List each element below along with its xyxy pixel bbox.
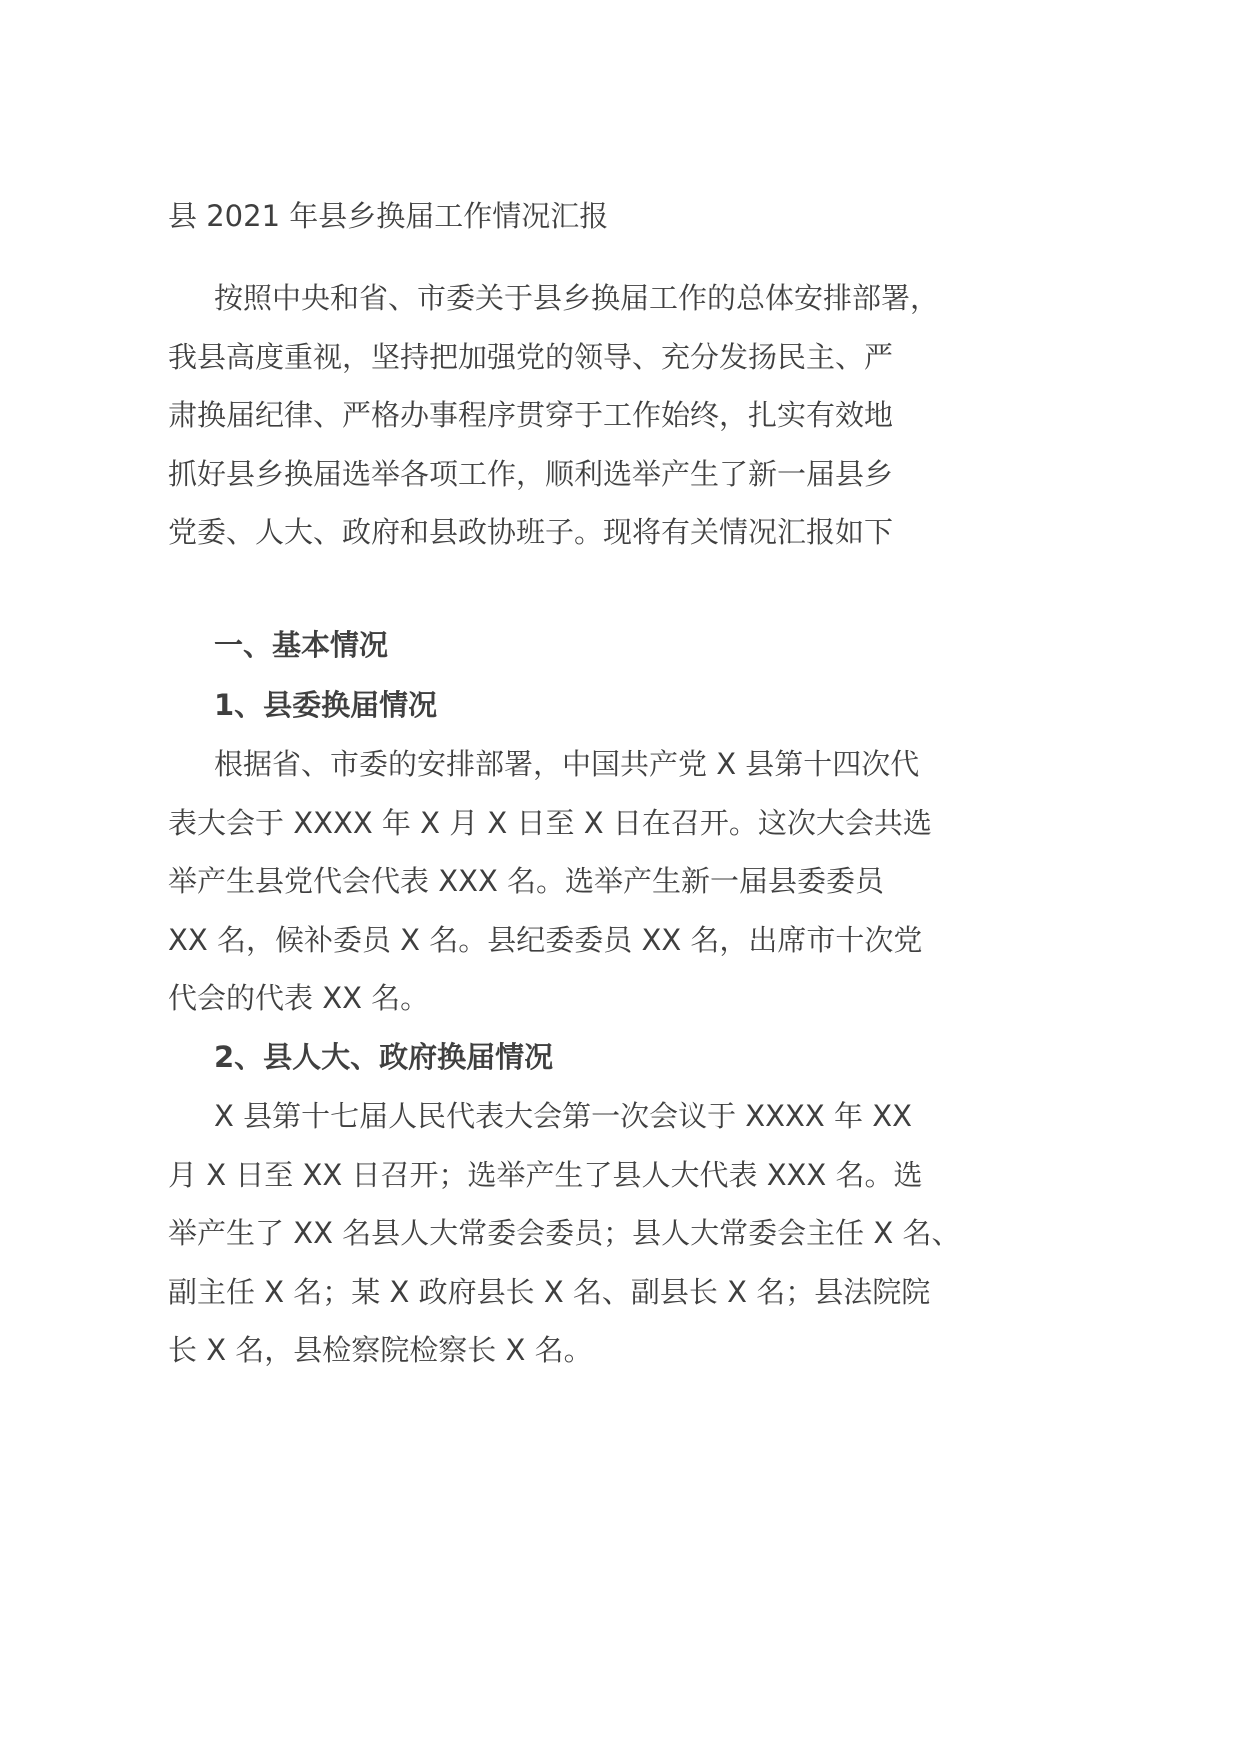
section-heading: 一、基本情况 <box>214 628 389 662</box>
intro-paragraph <box>168 278 968 571</box>
paragraph-line: 月 X 日至 XX 日召开；选举产生了县人大代表 XXX 名。选 <box>168 1157 923 1192</box>
subsection-heading: 1、县委换届情况 <box>214 688 438 722</box>
subsection-heading: 2、县人大、政府换届情况 <box>214 1040 554 1074</box>
paragraph-line: 副主任 X 名；某 X 政府县长 X 名、副县长 X 名；县法院院 <box>168 1274 931 1309</box>
paragraph-line: 我县高度重视，坚持把加强党的领导、充分发扬民主、严 <box>168 339 894 374</box>
paragraph-line: 肃换届纪律、严格办事程序贯穿于工作始终，扎实有效地 <box>168 398 894 432</box>
paragraph-line: 举产生了 XX 名县人大常委会委员；县人大常委会主任 X 名、 <box>168 1216 961 1250</box>
subsection-paragraph <box>168 1096 968 1389</box>
subsection-paragraph <box>168 744 968 1037</box>
document-title: 县 2021 年县乡换届工作情况汇报 <box>168 199 609 233</box>
paragraph-line: X 县第十七届人民代表大会第一次会议于 XXXX 年 XX <box>214 1099 912 1133</box>
paragraph-line: 举产生县党代会代表 XXX 名。选举产生新一届县委委员 <box>168 864 885 898</box>
paragraph-line: 党委、人大、政府和县政协班子。现将有关情况汇报如下 <box>168 515 894 549</box>
paragraph-line: 长 X 名，县检察院检察长 X 名。 <box>168 1333 593 1367</box>
paragraph-line: 按照中央和省、市委关于县乡换届工作的总体安排部署， <box>214 281 940 315</box>
paragraph-line: XX 名，候补委员 X 名。县纪委委员 XX 名，出席市十次党 <box>168 922 923 957</box>
paragraph-line: 代会的代表 XX 名。 <box>168 981 430 1015</box>
paragraph-line: 抓好县乡换届选举各项工作，顺利选举产生了新一届县乡 <box>168 456 894 491</box>
paragraph-line: 表大会于 XXXX 年 X 月 X 日至 X 日在召开。这次大会共选 <box>168 805 932 840</box>
paragraph-line: 根据省、市委的安排部署，中国共产党 X 县第十四次代 <box>214 747 920 781</box>
